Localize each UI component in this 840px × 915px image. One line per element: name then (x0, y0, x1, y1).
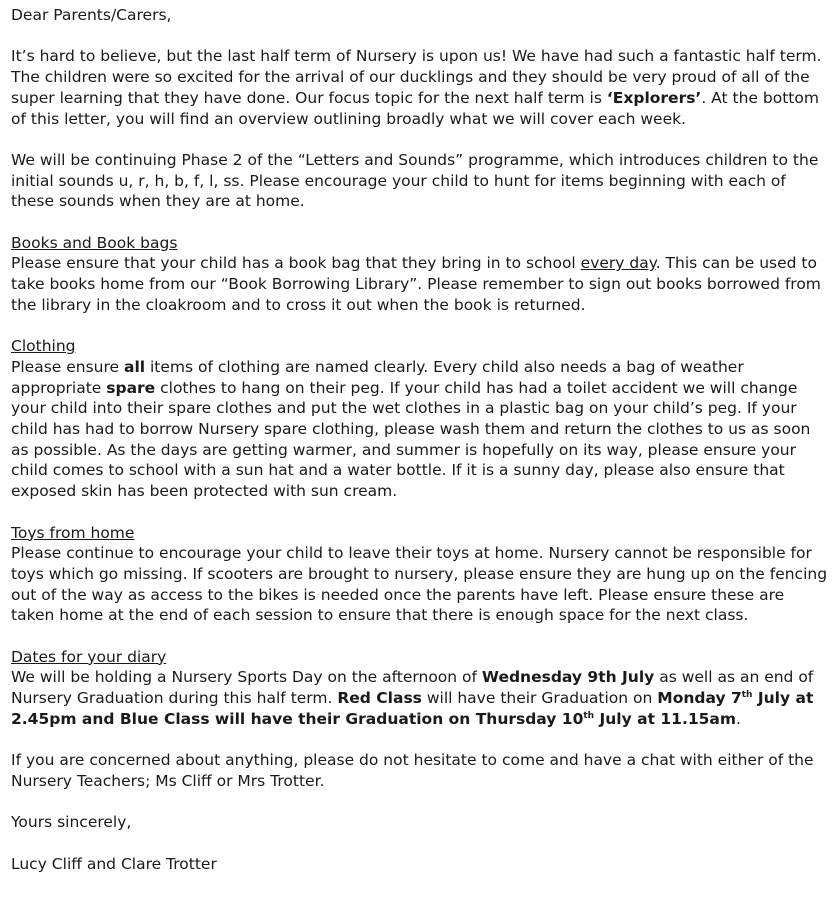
dates-paragraph (11, 667, 831, 729)
toys-paragraph: Please continue to encourage your child to leave their toys at home. Nursery cannot be responsible for toys which go missing. If scooters are brought to nursery, please ensure they are hung up on the fencing out of the way as access to the bikes is needed once the parents have left. Please ensure these are taken home at the end of each session to ensure that there is enough space for the next class. (11, 544, 828, 625)
books-emphasis: every day (580, 254, 656, 273)
clothing-bold-spare: spare (106, 378, 156, 397)
red-date-suffix: th (741, 689, 753, 700)
red-date: Monday 7 (657, 689, 742, 708)
letter (11, 5, 831, 874)
focus-topic: ‘Explorers’ (606, 88, 702, 107)
intro-text-2: . At the bottom of this letter, you will find an overview outlining broadly what we will cover each week. (11, 88, 819, 128)
red-class: Red Class (337, 689, 422, 708)
clothing-text-2: items of clothing are named clearly. Every child also needs a bag of weather appropriate (11, 357, 744, 397)
dates-heading: Dates for your diary (11, 647, 167, 666)
clothing-paragraph (11, 357, 831, 502)
clothing-text-3: clothes to hang on their peg. If your child has had a toilet accident we will change your child into their spare clothes and put the wet clothes in a plastic bag on your child’s peg. If your child has had to borrow Nursery spare clothing, please wash them and return the clothes to us as soon as possible. As the days are getting warmer, and summer is hopefully on its way, please ensure your child comes to school with a sun hat and a water bottle. If it is a sunny day, please also ensure that exposed skin has been protected with sun cream. (11, 378, 811, 501)
books-heading: Books and Book bags (11, 233, 178, 252)
books-text-1: Please ensure that your child has a book bag that they bring in to school (11, 254, 581, 273)
signature: Lucy Cliff and Clare Trotter (11, 854, 217, 873)
dates-text-1: We will be holding a Nursery Sports Day on the afternoon of (11, 668, 482, 687)
sports-day-date: Wednesday 9th July (481, 668, 655, 687)
closing: Yours sincerely, (11, 813, 132, 832)
dates-text-2: as well as an end of Nursery Graduation during this half term. (11, 668, 814, 708)
salutation: Dear Parents/Carers, (11, 6, 172, 24)
clothing-bold-all: all (123, 357, 146, 376)
blue-time: July at 11.15am (594, 709, 737, 728)
books-paragraph (11, 253, 831, 315)
concern-paragraph: If you are concerned about anything, please do not hesitate to come and have a chat with either of the Nursery Teachers; Ms Cliff or Mrs Trotter. (11, 751, 814, 790)
intro-paragraph (11, 46, 831, 129)
dates-text-4: . (736, 709, 741, 728)
blue-date-suffix: th (583, 710, 595, 721)
intro-text-1: It’s hard to believe, but the last half term of Nursery is upon us! We have had such a fantastic half term. The children were so excited for the arrival of our ducklings and they should be very proud of all of the super learning that they have done. Our focus topic for the next half term is (11, 47, 822, 107)
books-text-2: . This can be used to take books home from our “Book Borrowing Library”. Please remember to sign out books borrowed from the library in the cloakroom and to cross it out when the book is returned. (11, 254, 821, 314)
red-time-blue-date: July at 2.45pm and Blue Class will have their Graduation on Thursday 10 (11, 689, 814, 728)
clothing-heading: Clothing (11, 337, 76, 356)
dates-text-3: will have their Graduation on (421, 689, 658, 708)
phonics-paragraph: We will be continuing Phase 2 of the “Letters and Sounds” programme, which introduces children to the initial sounds u, r, h, b, f, l, ss. Please encourage your child to hunt for items beginning with each of these sounds when they are at home. (11, 150, 819, 211)
clothing-text-1: Please ensure (11, 357, 124, 376)
toys-heading: Toys from home (11, 523, 135, 542)
